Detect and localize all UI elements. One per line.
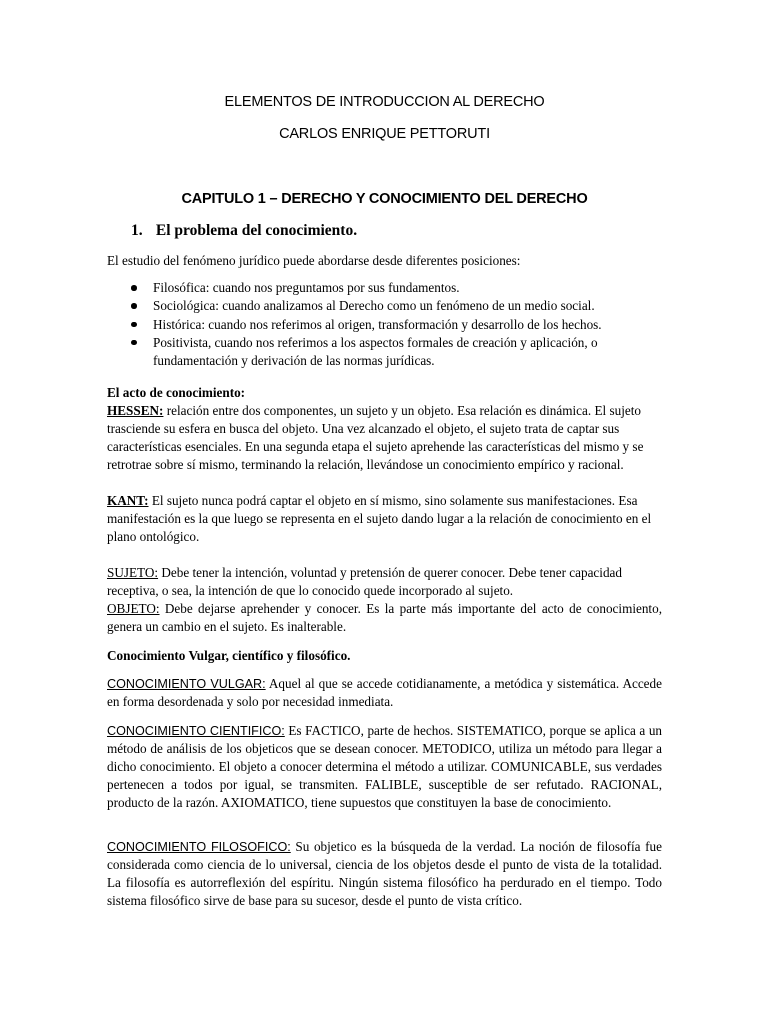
section-title: El problema del conocimiento. [155, 222, 358, 239]
chapter-heading: CAPITULO 1 – DERECHO Y CONOCIMIENTO DEL DERECHO [181, 191, 588, 207]
acto-heading: El acto de conocimiento: [107, 385, 246, 400]
kant-text: El sujeto nunca podrá captar el objeto en sí mismo, sino solamente sus manifestaciones. Esa manifestación es la que luego se representa en el sujeto dando lugar a la relación de conocimiento en el plano ontológico. [107, 493, 652, 545]
filosofico-text: Su objetico es la búsqueda de la verdad. La noción de filosofía fue considerada como ciencia de lo universal, ciencia de los objetos desde el punto de vista de la totalidad. La filosofía es autorreflexión del espíritu. Ningún sistema filosófico ha perdurado en el tiempo. Todo sistema filosófico sirve de base para su sucesor, desde el punto de vista crítico. [107, 839, 662, 909]
objeto-label: OBJETO: [107, 601, 160, 616]
vulgar-paragraph [107, 675, 662, 711]
objeto-text: Debe dejarse aprehender y conocer. Es la parte más importante del acto de conocimiento, genera un cambio en el sujeto. Es inalterable. [107, 601, 662, 635]
kant-label: KANT: [107, 493, 149, 508]
hessen-label: HESSEN: [107, 403, 164, 418]
list-item: Sociológica: cuando analizamos al Derecho como un fenómeno de un medio social. [107, 297, 662, 315]
list-item: Histórica: cuando nos referimos al origen, transformación y desarrollo de los hechos. [107, 316, 662, 334]
document-author: CARLOS ENRIQUE PETTORUTI [279, 126, 490, 142]
cientifico-label: CONOCIMIENTO CIENTIFICO: [107, 724, 285, 738]
vulgar-label: CONOCIMIENTO VULGAR: [107, 677, 266, 691]
vulgar-text: Aquel al que se accede cotidianamente, a metódica y sistemática. Accede en forma desordenada y solo por necesidad inmediata. [107, 676, 662, 710]
sujeto-label: SUJETO: [107, 565, 159, 580]
sujeto-text: Debe tener la intención, voluntad y pretensión de querer conocer. Debe tener capacidad receptiva, o sea, la intención de que lo conocido quede incorporado al sujeto. [107, 565, 622, 599]
objeto-paragraph [107, 600, 662, 636]
section-number: 1. [131, 222, 143, 239]
tipos-heading: Conocimiento Vulgar, científico y filosófico. [107, 648, 351, 663]
filosofico-label: CONOCIMIENTO FILOSOFICO: [107, 840, 291, 854]
positions-list [107, 279, 662, 370]
section-heading [131, 222, 357, 240]
list-item: Filosófica: cuando nos preguntamos por sus fundamentos. [107, 279, 662, 297]
cientifico-text: Es FACTICO, parte de hechos. SISTEMATICO, porque se aplica a un método de análisis de los objeticos que se desean conocer. METODICO, utiliza un método para llegar a dicho conocimiento. El objeto a conocer determina el método a utilizar. COMUNICABLE, sus verdades pertenecen a todos por igual, se transmiten. FALIBLE, susceptible de ser refutado. RACIONAL, producto de la razón. AXIOMATICO, tiene supuestos que constituyen la base de conocimiento. [107, 723, 663, 811]
hessen-text: relación entre dos componentes, un sujeto y un objeto. Esa relación es dinámica. El sujeto trasciende su esfera en busca del objeto. Una vez alcanzado el objeto, el sujeto trata de captar sus características esenciales. En una segunda etapa el sujeto aprehende las características del mismo y se retrotrae sobre sí mismo, terminando la relación, llevándose un conocimiento empírico y racional. [107, 403, 644, 473]
cientifico-paragraph [107, 722, 662, 812]
document-title: ELEMENTOS DE INTRODUCCION AL DERECHO [224, 94, 545, 110]
intro-paragraph: El estudio del fenómeno jurídico puede abordarse desde diferentes posiciones: [107, 253, 521, 268]
kant-paragraph [107, 492, 662, 546]
sujeto-paragraph [107, 564, 662, 600]
list-item: Positivista, cuando nos referimos a los aspectos formales de creación y aplicación, o fundamentación y derivación de las normas jurídicas. [107, 334, 662, 371]
filosofico-paragraph [107, 838, 662, 910]
hessen-paragraph [107, 402, 662, 474]
